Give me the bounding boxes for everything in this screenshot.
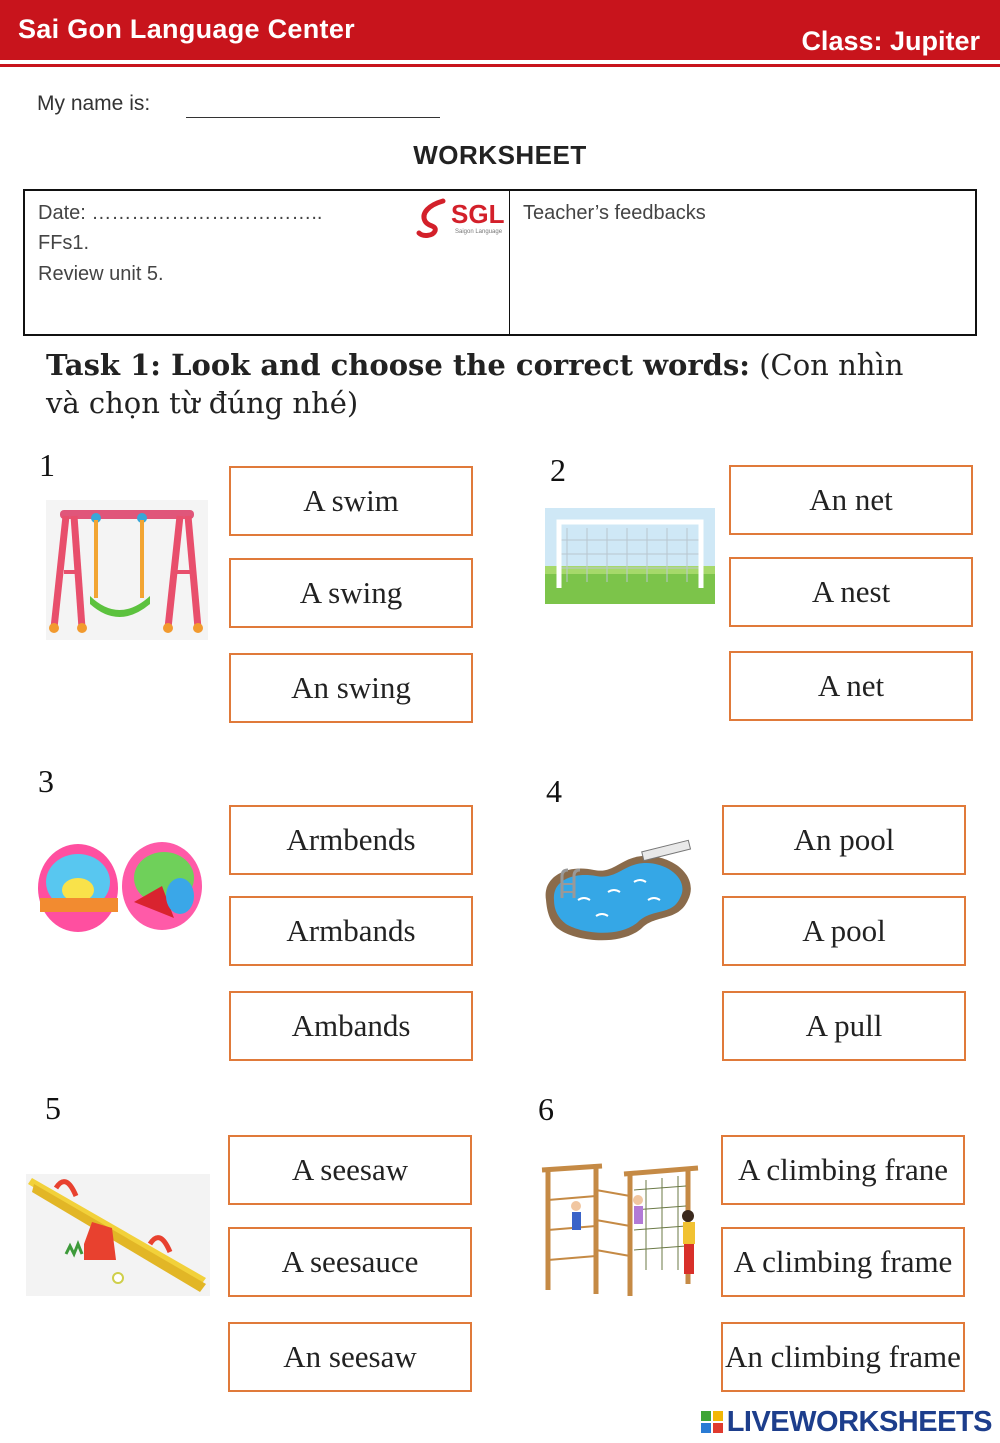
header-divider xyxy=(0,64,1000,67)
swing-picture xyxy=(46,500,208,640)
option-box[interactable]: An net xyxy=(729,465,973,535)
worksheet-title: WORKSHEET xyxy=(413,140,587,170)
option-box[interactable]: Armbends xyxy=(229,805,473,875)
option-box[interactable]: Armbands xyxy=(229,896,473,966)
option-box[interactable]: A pool xyxy=(722,896,966,966)
seesaw-picture xyxy=(26,1174,210,1296)
liveworksheets-blocks-icon xyxy=(701,1411,723,1433)
liveworksheets-brand: LIVEWORKSHEETS xyxy=(726,1405,992,1438)
liveworksheets-logo xyxy=(701,1406,992,1438)
climbing-frame-picture xyxy=(538,1160,710,1300)
header-bar xyxy=(0,0,1000,60)
class-name: Class: Jupiter xyxy=(801,26,980,56)
option-box[interactable]: An pool xyxy=(722,805,966,875)
date-line: Date: …………………………….. xyxy=(38,202,323,224)
option-box[interactable]: A climbing frane xyxy=(721,1135,965,1205)
question-number: 6 xyxy=(538,1091,554,1127)
question-number: 5 xyxy=(45,1090,61,1126)
task-title-translation: (Con nhìn và chọn từ đúng nhé) xyxy=(46,348,904,420)
question-number: 2 xyxy=(550,452,566,488)
sgl-logo xyxy=(415,197,510,239)
teacher-feedback-label: Teacher’s feedbacks xyxy=(523,202,706,224)
task-title-bold: Task 1: Look and choose the correct words: xyxy=(46,348,750,382)
option-box[interactable]: A net xyxy=(729,651,973,721)
option-box[interactable]: A seesauce xyxy=(228,1227,472,1297)
info-box xyxy=(23,189,977,336)
armbands-picture xyxy=(34,838,206,938)
course-line: FFs1. xyxy=(38,232,90,254)
question-number: 4 xyxy=(546,773,562,809)
sgl-logo-text: SGL xyxy=(451,199,505,229)
name-field-line xyxy=(186,117,440,118)
option-box[interactable]: An climbing frame xyxy=(721,1322,965,1392)
option-box[interactable]: An swing xyxy=(229,653,473,723)
task-title xyxy=(46,346,946,422)
name-label: My name is: xyxy=(37,92,151,115)
option-box[interactable]: An seesaw xyxy=(228,1322,472,1392)
goal-net-picture xyxy=(545,508,715,604)
sgl-logo-subtext: Saigon Language xyxy=(455,229,503,235)
pool-picture xyxy=(538,838,702,948)
question-number: 3 xyxy=(38,763,54,799)
sgl-swoosh-icon xyxy=(415,197,451,239)
option-box[interactable]: A climbing frame xyxy=(721,1227,965,1297)
option-box[interactable]: A nest xyxy=(729,557,973,627)
option-box[interactable]: Ambands xyxy=(229,991,473,1061)
info-divider xyxy=(509,191,510,334)
option-box[interactable]: A pull xyxy=(722,991,966,1061)
option-box[interactable]: A seesaw xyxy=(228,1135,472,1205)
option-box[interactable]: A swim xyxy=(229,466,473,536)
center-name: Sai Gon Language Center xyxy=(18,14,355,44)
question-number: 1 xyxy=(39,447,55,483)
option-box[interactable]: A swing xyxy=(229,558,473,628)
unit-line: Review unit 5. xyxy=(38,263,164,285)
